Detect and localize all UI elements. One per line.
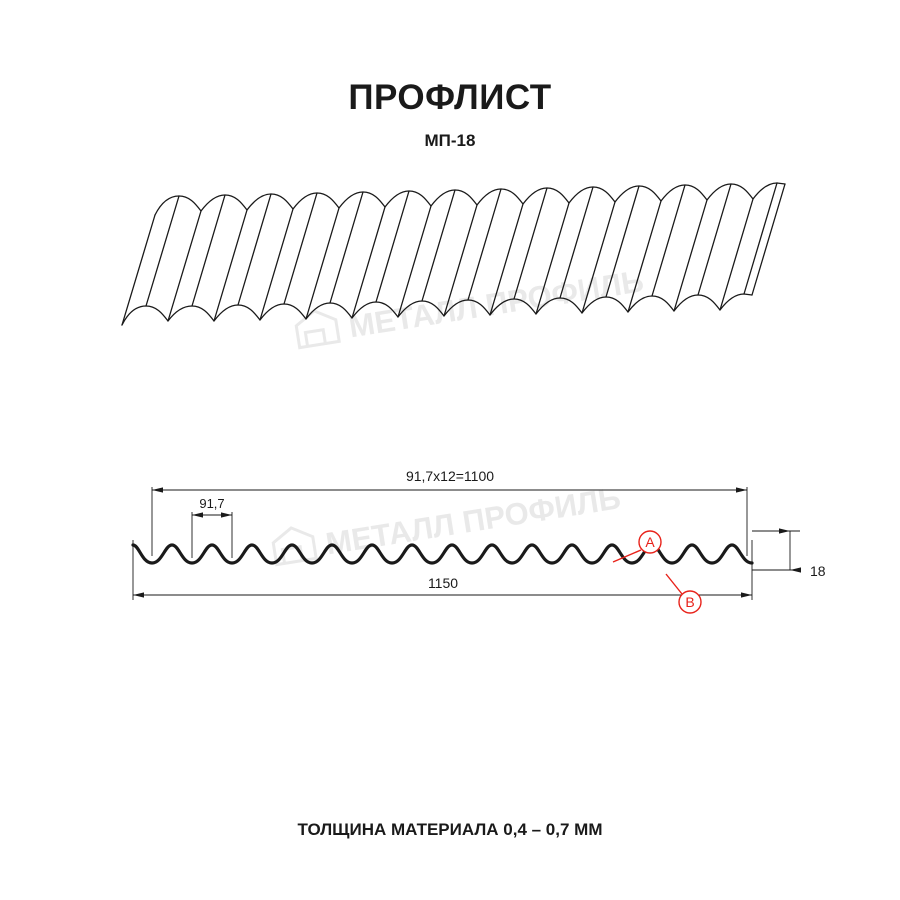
callout-b [666, 574, 701, 613]
cross-section-view [133, 468, 826, 613]
material-thickness-note: ТОЛЩИНА МАТЕРИАЛА 0,4 – 0,7 ММ [297, 820, 603, 839]
watermark-text-2: МЕТАЛЛ ПРОФИЛЬ [323, 480, 623, 562]
page-title: ПРОФЛИСТ [348, 78, 552, 117]
callout-a-label: A [645, 534, 655, 550]
dimension-label-wave-pitch: 91,7 [199, 496, 225, 511]
watermark-text: МЕТАЛЛ ПРОФИЛЬ [346, 263, 646, 345]
dimension-label-working-width: 91,7х12=1100 [405, 468, 495, 484]
callout-b-label: B [685, 594, 695, 610]
callout-b-leader [666, 574, 682, 594]
dimension-label-sheet-width: 1150 [427, 575, 459, 591]
callout-a [613, 531, 661, 562]
page-subtitle: МП-18 [424, 131, 476, 150]
dimension-label-profile-height: 18 [810, 563, 826, 579]
